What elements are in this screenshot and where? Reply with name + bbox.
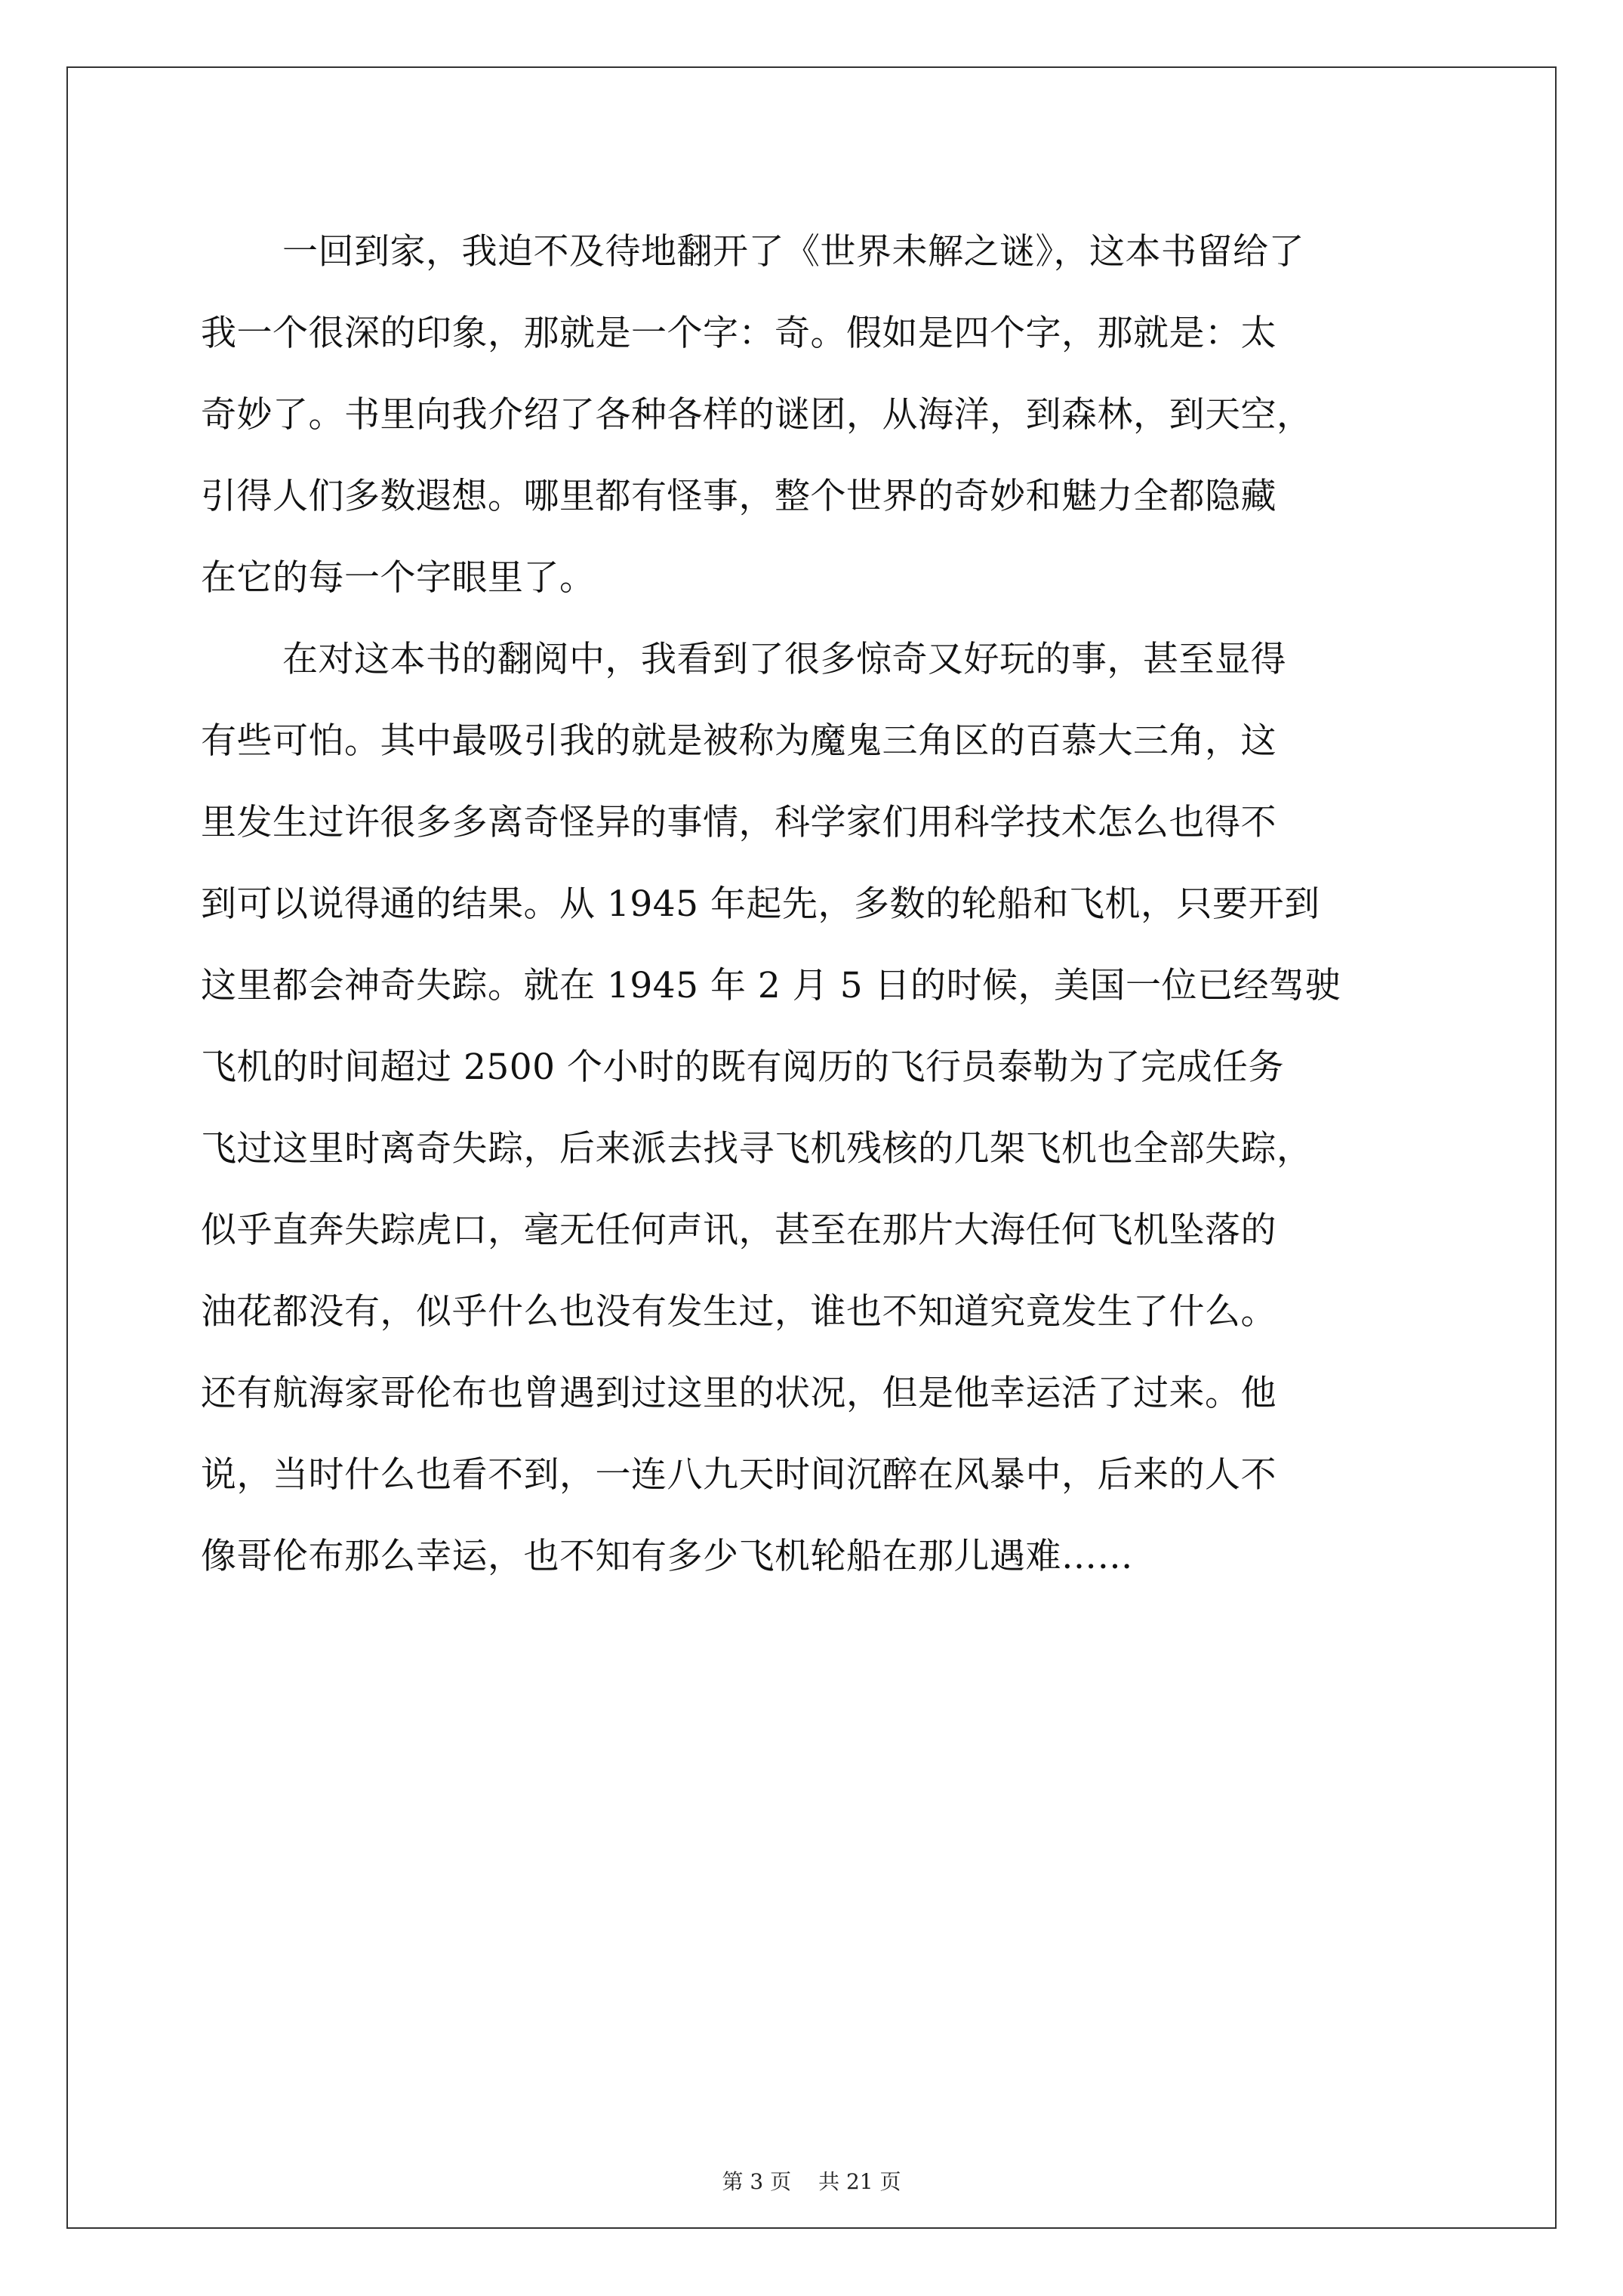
paragraph <box>201 619 1431 1598</box>
text-line: 一回到家，我迫不及待地翻开了《世界未解之谜》，这本书留给了 <box>282 231 1304 273</box>
page-number: 第 3 页 <box>722 2169 792 2194</box>
text-line: 在它的每一个字眼里了。 <box>201 557 596 599</box>
document-body <box>201 211 1431 1598</box>
text-line: 像哥伦布那么幸运，也不知有多少飞机轮船在那儿遇难…… <box>201 1536 1133 1577</box>
text-line: 奇妙了。书里向我介绍了各种各样的谜团，从海洋，到森林，到天空， <box>201 394 1313 436</box>
text-line: 我一个很深的印象，那就是一个字：奇。假如是四个字，那就是：太 <box>201 313 1277 354</box>
text-line: 飞机的时间超过 2500 个小时的既有阅历的飞行员泰勒为了完成任务 <box>201 1046 1284 1088</box>
text-line: 似乎直奔失踪虎口，毫无任何声讯，甚至在那片大海任何飞机坠落的 <box>201 1210 1277 1251</box>
text-line: 在对这本书的翻阅中，我看到了很多惊奇又好玩的事，甚至显得 <box>282 639 1286 680</box>
text-line: 飞过这里时离奇失踪，后来派去找寻飞机残核的几架飞机也全部失踪， <box>201 1128 1313 1170</box>
text-line: 引得人们多数遐想。哪里都有怪事，整个世界的奇妙和魅力全都隐藏 <box>201 476 1277 517</box>
text-line: 说，当时什么也看不到，一连八九天时间沉醉在风暴中，后来的人不 <box>201 1454 1277 1496</box>
text-line: 有些可怕。其中最吸引我的就是被称为魔鬼三角区的百慕大三角，这 <box>201 720 1277 762</box>
paragraph <box>201 211 1431 619</box>
text-line: 到可以说得通的结果。从 1945 年起先，多数的轮船和飞机，只要开到 <box>201 883 1320 925</box>
text-line: 油花都没有，似乎什么也没有发生过，谁也不知道究竟发生了什么。 <box>201 1291 1277 1333</box>
page-total: 共 21 页 <box>818 2169 901 2194</box>
text-line: 里发生过许很多多离奇怪异的事情，科学家们用科学技术怎么也得不 <box>201 802 1277 843</box>
text-line: 还有航海家哥伦布也曾遇到过这里的状况，但是他幸运活了过来。他 <box>201 1373 1277 1414</box>
page-footer <box>0 2165 1623 2196</box>
text-line: 这里都会神奇失踪。就在 1945 年 2 月 5 日的时候，美国一位已经驾驶 <box>201 965 1341 1006</box>
